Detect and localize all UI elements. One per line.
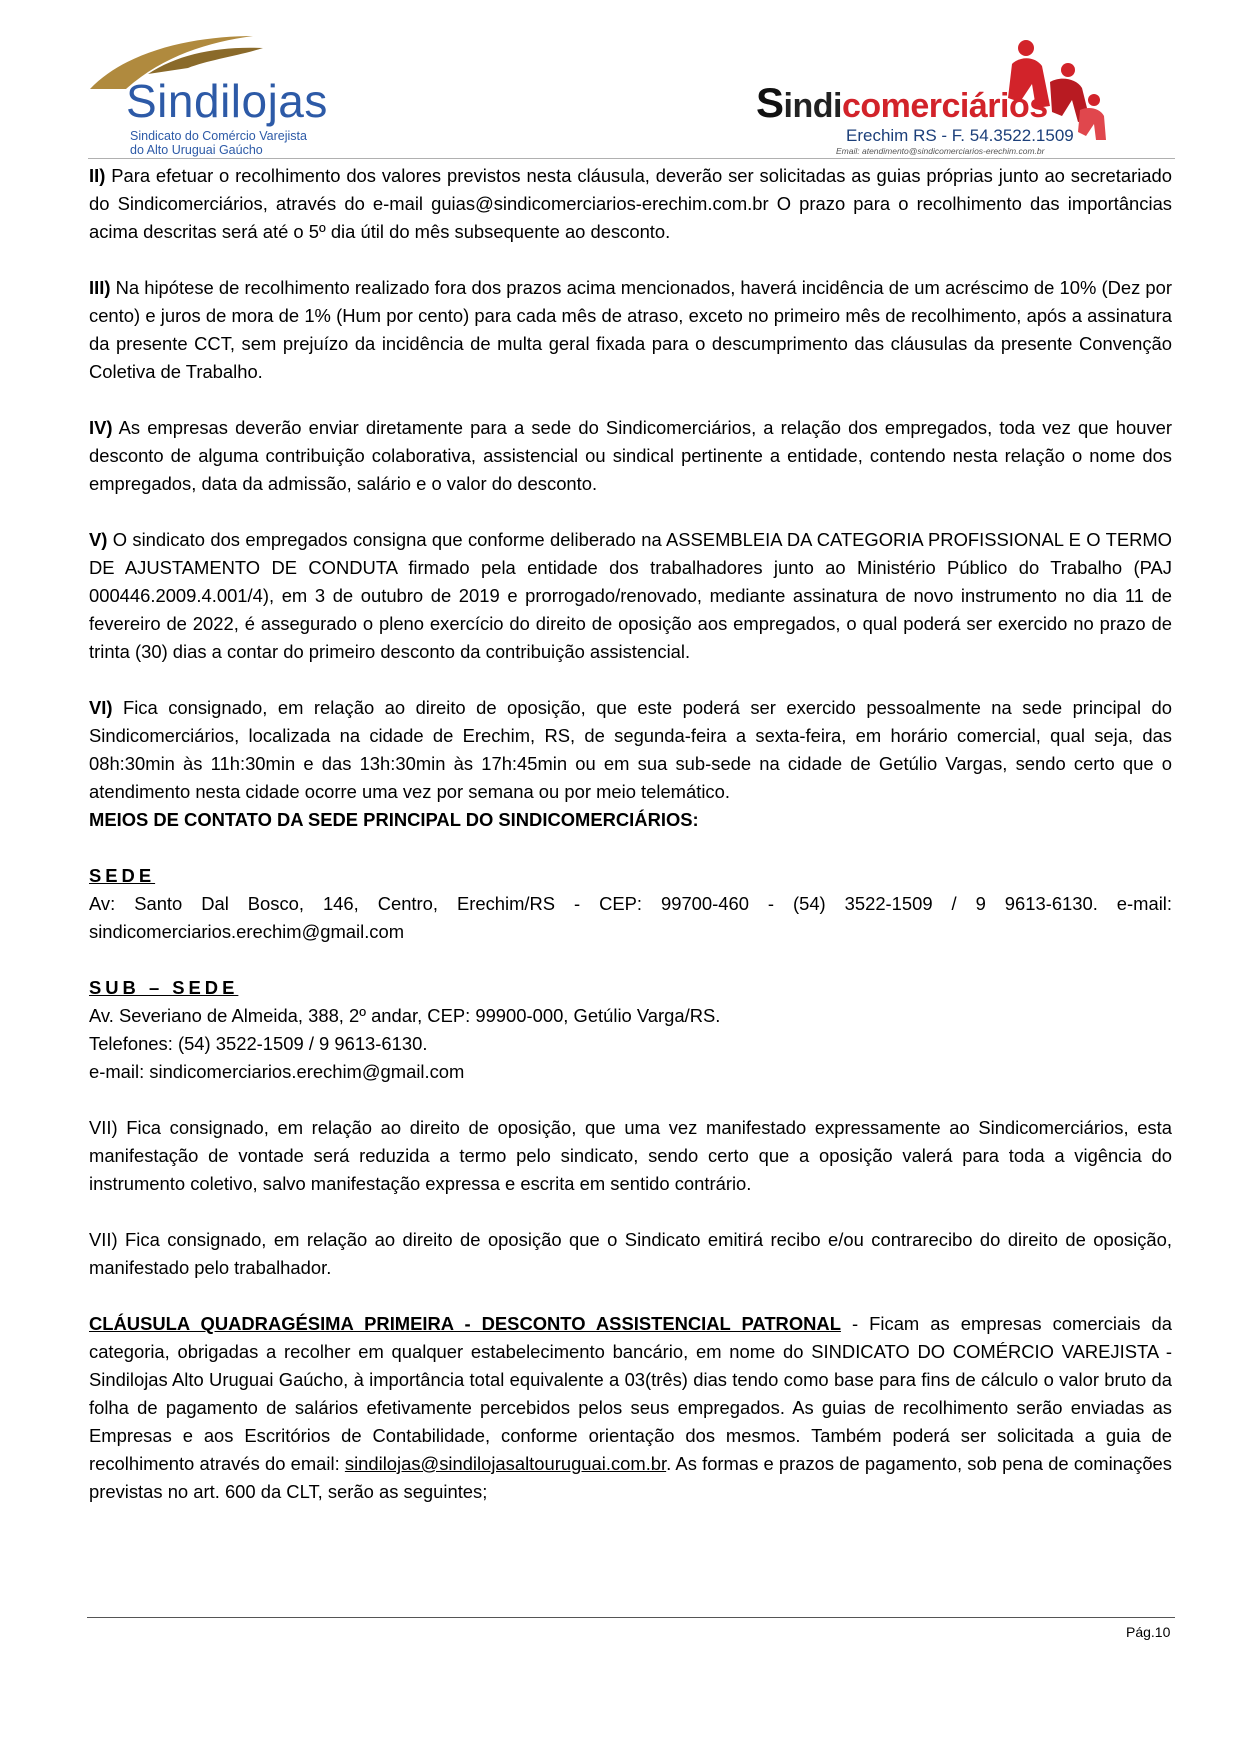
name-last: comerciários (841, 87, 1048, 125)
paragraph-text: As empresas deverão enviar diretamente para a sede do Sindicomerciários, a relação dos empregados, toda vez que houver desconto de alguma contribuição colaborativa, assistencial ou sindical pertinente a entidade, contendo nesta relação o nome dos empregados, data da admissão, salário e o valor do desconto. (89, 417, 1172, 494)
sindilojas-logo (88, 34, 388, 160)
paragraph-label: IV) (89, 417, 113, 438)
subsede-heading: SUB – SEDE (89, 977, 239, 998)
clause-email-link[interactable]: sindilojas@sindilojasaltouruguai.com.br (344, 1453, 667, 1474)
paragraph-vii-b: VII) Fica consignado, em relação ao direito de oposição que o Sindicato emitirá recibo e/ou contrarecibo do direito de oposição, manifestado pelo trabalhador. (89, 1229, 1172, 1278)
header-divider (88, 158, 1175, 159)
clause-text-end: . As formas e prazos de pagamento, sob pena de cominações previstas no art. 600 da CLT, serão as seguintes; (89, 1453, 1172, 1502)
paragraph-vii-a: VII) Fica consignado, em relação ao direito de oposição, que uma vez manifestado expressamente ao Sindicomerciários, esta manifestação de vontade será reduzida a termo pelo sindicato, sendo certo que a oposição valerá para toda a vigência do instrumento coletivo, salvo manifestação expressa e escrita em sentido contrário. (89, 1117, 1172, 1194)
subsede-address: Av. Severiano de Almeida, 388, 2º andar, CEP: 99900-000, Getúlio Varga/RS. (89, 1005, 721, 1026)
paragraph-text: Fica consignado, em relação ao direito de oposição, que este poderá ser exercido pessoalmente na sede principal do Sindicomerciários, localizada na cidade de Erechim, RS, de segunda-feira a sexta-feira, em horário comercial, qual seja, das 08h:30min às 11h:30min e das 13h:30min às 17h:45min ou em sua sub-sede na cidade de Getúlio Vargas, sendo certo que o atendimento nesta cidade ocorre uma vez por semana ou por meio telemático. (89, 697, 1172, 802)
page-number: Pág.10 (1126, 1624, 1171, 1640)
sindilojas-subtitle-2: do Alto Uruguai Gaúcho (130, 143, 263, 157)
paragraph-text: Para efetuar o recolhimento dos valores previstos nesta cláusula, deverão ser solicitadas as guias próprias junto ao secretariado do Sindicomerciários, através do e-mail guias@sindicomerciarios-erechim.com.br O prazo para o recolhimento das importâncias acima descritas será até o 5º dia útil do mês subsequente ao desconto. (89, 165, 1172, 242)
paragraph-text: Na hipótese de recolhimento realizado fora dos prazos acima mencionados, haverá incidência de um acréscimo de 10% (Dez por cento) e juros de mora de 1% (Hum por cento) para cada mês de atraso, exceto no primeiro mês de recolhimento, após a assinatura da presente CCT, sem prejuízo da incidência de multa geral fixada para o descumprimento das cláusulas da presente Convenção Coletiva de Trabalho. (89, 277, 1172, 382)
name-mid: indi (783, 87, 842, 125)
sede-heading: SEDE (89, 865, 156, 886)
sindicomerciarios-email: Email: atendimento@sindicomerciarios-erechim.com.br (836, 146, 1045, 156)
subsede-phones: Telefones: (54) 3522-1509 / 9 9613-6130. (89, 1033, 428, 1054)
paragraph-vi (89, 694, 1172, 806)
paragraph-label: III) (89, 277, 111, 298)
paragraph-iii (89, 274, 1172, 386)
paragraph-label: V) (89, 529, 108, 550)
sindilojas-subtitle-1: Sindicato do Comércio Varejista (130, 129, 307, 143)
footer-divider (87, 1617, 1175, 1618)
sindicomerciarios-logo (750, 36, 1110, 158)
paragraph-iv (89, 414, 1172, 498)
contacts-title: MEIOS DE CONTATO DA SEDE PRINCIPAL DO SINDICOMERCIÁRIOS: (89, 809, 699, 830)
paragraph-label: II) (89, 165, 106, 186)
sindilojas-name: Sindilojas (126, 75, 328, 127)
sede-address: Av: Santo Dal Bosco, 146, Centro, Erechim/RS - CEP: 99700-460 - (54) 3522-1509 / 9 9613-6130. e-mail: sindicomerciarios.erechim@gmail.com (89, 893, 1172, 942)
sindicomerciarios-phone: Erechim RS - F. 54.3522.1509 (846, 126, 1074, 145)
document-body (89, 162, 1172, 1506)
paragraph-label: VI) (89, 697, 113, 718)
paragraph-v (89, 526, 1172, 666)
clause-title: CLÁUSULA QUADRAGÉSIMA PRIMEIRA - DESCONTO ASSISTENCIAL PATRONAL (89, 1313, 841, 1334)
clause-41 (89, 1310, 1172, 1506)
sindicomerciarios-name (756, 79, 1048, 126)
paragraph-text: O sindicato dos empregados consigna que conforme deliberado na ASSEMBLEIA DA CATEGORIA PROFISSIONAL E O TERMO DE AJUSTAMENTO DE CONDUTA firmado pela entidade dos trabalhadores junto ao Ministério Público do Trabalho (PAJ 000446.2009.4.001/4), em 3 de outubro de 2019 e prorrogado/renovado, mediante assinatura de novo instrumento no dia 11 de fevereiro de 2022, é assegurado o pleno exercício do direito de oposição aos empregados, o qual poderá ser exercido no prazo de trinta (30) dias a contar do primeiro desconto da contribuição assistencial. (89, 529, 1172, 662)
paragraph-ii (89, 162, 1172, 246)
subsede-email: e-mail: sindicomerciarios.erechim@gmail.com (89, 1061, 465, 1082)
name-initial: S (756, 79, 784, 126)
clause-text: - Ficam as empresas comerciais da categoria, obrigadas a recolher em qualquer estabelecimento bancário, em nome do SINDICATO DO COMÉRCIO VAREJISTA - Sindilojas Alto Uruguai Gaúcho, à importância total equivalente a 03(três) dias tendo como base para fins de cálculo o valor bruto da folha de pagamento de salários efetivamente percebidos pelos seus empregados. As guias de recolhimento serão enviadas as Empresas e aos Escritórios de Contabilidade, conforme orientação dos mesmos. Também poderá ser solicitada a guia de recolhimento através do email: (89, 1313, 1172, 1474)
